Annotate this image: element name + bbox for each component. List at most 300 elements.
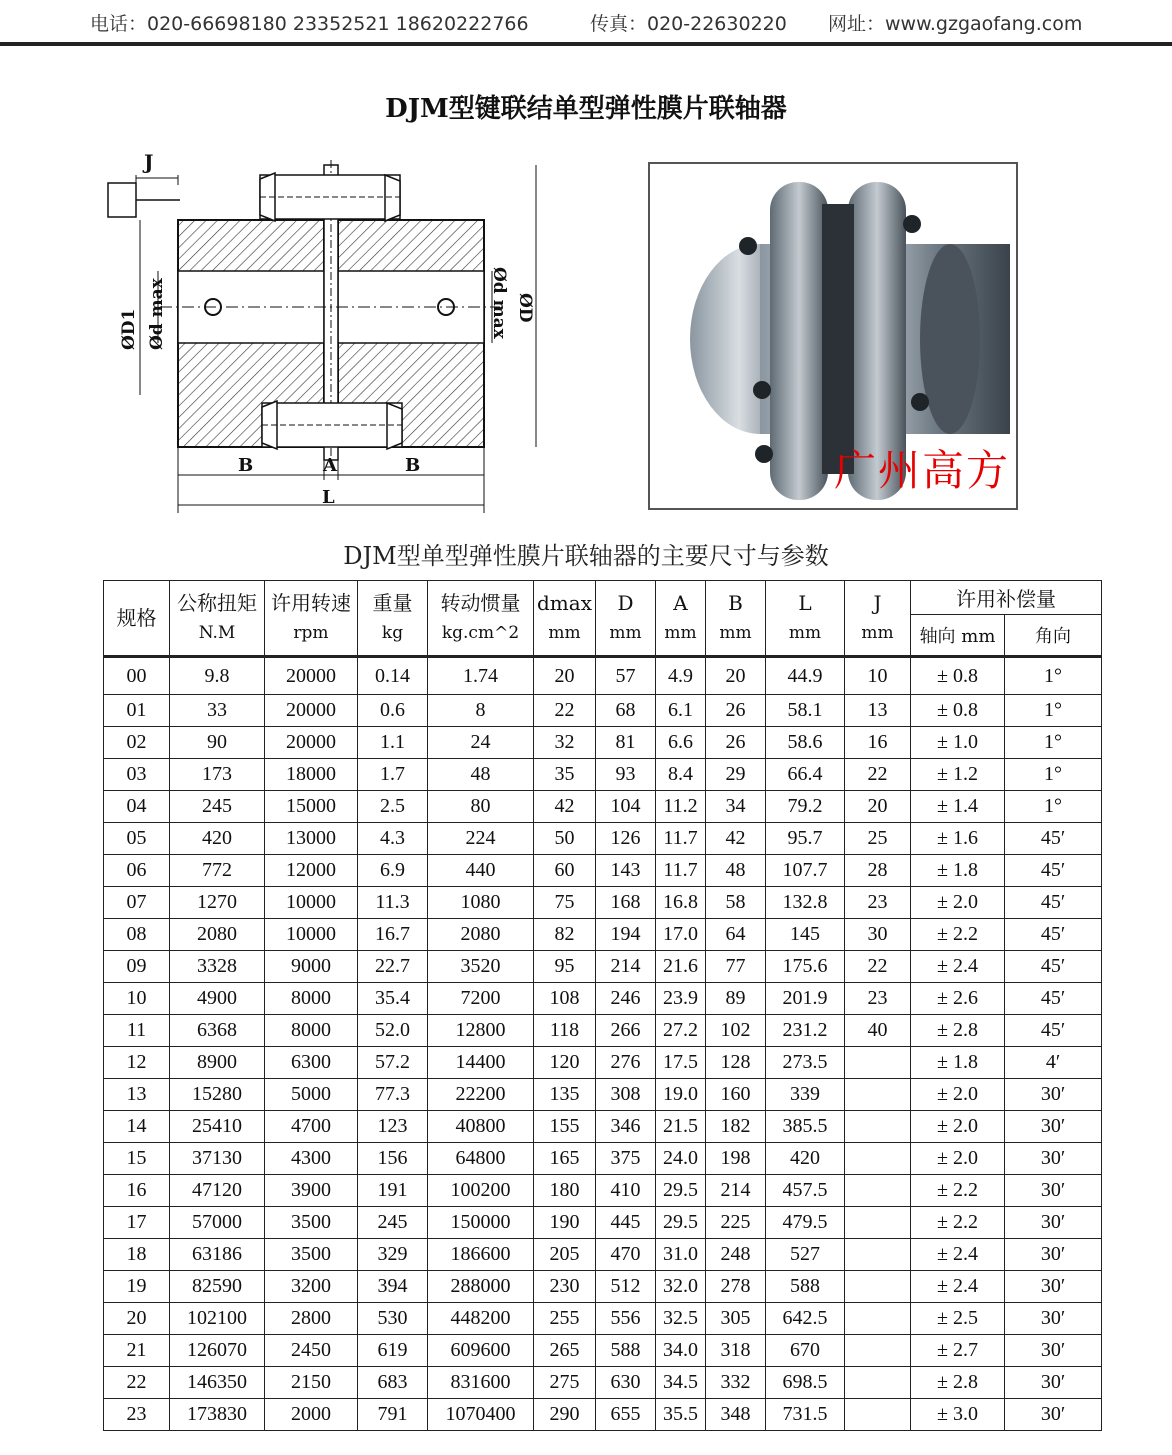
table-cell: 1° — [1005, 657, 1102, 695]
table-cell: 1.1 — [358, 727, 428, 759]
table-cell: 201.9 — [766, 983, 845, 1015]
table-cell: ± 2.0 — [911, 1079, 1005, 1111]
table-cell: 81 — [596, 727, 656, 759]
table-cell: 126070 — [170, 1335, 265, 1367]
table-cell: 16.7 — [358, 919, 428, 951]
table-cell: 102 — [706, 1015, 766, 1047]
table-cell: 35.4 — [358, 983, 428, 1015]
table-cell: 479.5 — [766, 1207, 845, 1239]
table-cell: 8000 — [265, 983, 358, 1015]
table-cell: 21.5 — [656, 1111, 706, 1143]
table-cell: 9000 — [265, 951, 358, 983]
table-cell: 11.3 — [358, 887, 428, 919]
col-dmax-unit: mm — [548, 623, 581, 643]
table-cell — [845, 1303, 911, 1335]
col-weight-unit: kg — [381, 623, 404, 643]
contact-bar — [0, 0, 1172, 46]
col-inertia-label: 转动惯量 — [440, 591, 521, 615]
table-cell: 420 — [170, 823, 265, 855]
table-cell: 11.2 — [656, 791, 706, 823]
table-cell: ± 2.2 — [911, 1175, 1005, 1207]
table-cell: 4300 — [265, 1143, 358, 1175]
table-row — [104, 1015, 1102, 1047]
table-cell: 2150 — [265, 1367, 358, 1399]
table-cell: 198 — [706, 1143, 766, 1175]
table-cell: 266 — [596, 1015, 656, 1047]
table-cell: ± 0.8 — [911, 695, 1005, 727]
table-cell: 75 — [534, 887, 596, 919]
table-cell: 57.2 — [358, 1047, 428, 1079]
table-cell: 26 — [706, 727, 766, 759]
table-cell: 82590 — [170, 1271, 265, 1303]
col-l-unit: mm — [788, 623, 822, 643]
col-d-header — [596, 581, 656, 657]
table-cell: ± 2.4 — [911, 1239, 1005, 1271]
header-rule — [0, 42, 1172, 46]
table-cell: ± 3.0 — [911, 1399, 1005, 1431]
table-cell: 186600 — [428, 1239, 534, 1271]
table-cell: 42 — [534, 791, 596, 823]
table-cell: 135 — [534, 1079, 596, 1111]
table-cell: 25 — [845, 823, 911, 855]
table-cell: 23.9 — [656, 983, 706, 1015]
col-l-label: L — [798, 591, 812, 615]
table-cell: 1.74 — [428, 657, 534, 695]
table-cell: 77.3 — [358, 1079, 428, 1111]
table-cell — [845, 1207, 911, 1239]
table-cell: 772 — [170, 855, 265, 887]
table-cell: 4.3 — [358, 823, 428, 855]
table-cell: 190 — [534, 1207, 596, 1239]
table-cell: 791 — [358, 1399, 428, 1431]
table-cell: 31.0 — [656, 1239, 706, 1271]
table-cell: 30′ — [1005, 1303, 1102, 1335]
col-b-label: B — [728, 591, 743, 615]
table-cell: 52.0 — [358, 1015, 428, 1047]
table-cell: ± 2.4 — [911, 1271, 1005, 1303]
table-cell: ± 2.4 — [911, 951, 1005, 983]
table-cell: 11.7 — [656, 855, 706, 887]
table-cell: 12000 — [265, 855, 358, 887]
table-cell: 1070400 — [428, 1399, 534, 1431]
page-title: DJM型键联结单型弹性膜片联轴器 — [385, 94, 787, 124]
table-cell: 214 — [706, 1175, 766, 1207]
table-cell: 231.2 — [766, 1015, 845, 1047]
table-cell: 00 — [104, 657, 170, 695]
table-cell: 20 — [845, 791, 911, 823]
table-cell: 10 — [104, 983, 170, 1015]
table-cell: 6.9 — [358, 855, 428, 887]
label-b-left: B — [238, 455, 254, 476]
col-weight-label: 重量 — [372, 591, 413, 615]
table-cell: 02 — [104, 727, 170, 759]
table-cell: 21 — [104, 1335, 170, 1367]
table-cell: 609600 — [428, 1335, 534, 1367]
table-cell: 35 — [534, 759, 596, 791]
table-cell: 20000 — [265, 727, 358, 759]
table-cell: 89 — [706, 983, 766, 1015]
table-row — [104, 727, 1102, 759]
table-cell: 30′ — [1005, 1335, 1102, 1367]
table-cell: 23 — [845, 887, 911, 919]
table-cell: ± 1.0 — [911, 727, 1005, 759]
col-inertia-unit: kg.cm^2 — [441, 623, 520, 643]
spec-table-body — [104, 657, 1102, 1431]
table-cell: 10 — [845, 657, 911, 695]
table-cell: 175.6 — [766, 951, 845, 983]
table-cell: 348 — [706, 1399, 766, 1431]
table-cell: 2080 — [170, 919, 265, 951]
table-cell: 3520 — [428, 951, 534, 983]
table-cell: 1270 — [170, 887, 265, 919]
table-cell: 22 — [845, 951, 911, 983]
table-cell: 06 — [104, 855, 170, 887]
table-cell: 77 — [706, 951, 766, 983]
label-dmax-right: Ød max — [489, 267, 509, 339]
table-cell: 3500 — [265, 1207, 358, 1239]
col-torque-header — [170, 581, 265, 657]
table-cell: 6368 — [170, 1015, 265, 1047]
table-cell: 642.5 — [766, 1303, 845, 1335]
table-cell: 03 — [104, 759, 170, 791]
label-d1: ØD1 — [119, 308, 139, 350]
table-cell: 45′ — [1005, 855, 1102, 887]
table-cell: 48 — [706, 855, 766, 887]
table-cell: 230 — [534, 1271, 596, 1303]
table-row — [104, 1175, 1102, 1207]
table-cell: 118 — [534, 1015, 596, 1047]
table-cell: 173 — [170, 759, 265, 791]
table-cell — [845, 1367, 911, 1399]
col-b-header — [706, 581, 766, 657]
table-cell: 19.0 — [656, 1079, 706, 1111]
table-cell: 45′ — [1005, 919, 1102, 951]
table-cell: 104 — [596, 791, 656, 823]
table-cell: 63186 — [170, 1239, 265, 1271]
table-cell: 18 — [104, 1239, 170, 1271]
table-cell: 10000 — [265, 887, 358, 919]
table-cell: 182 — [706, 1111, 766, 1143]
table-cell: 22 — [534, 695, 596, 727]
col-spec-header: 规格 — [104, 581, 170, 657]
label-d: ØD — [515, 293, 535, 323]
table-cell: 155 — [534, 1111, 596, 1143]
table-cell: 214 — [596, 951, 656, 983]
table-cell — [845, 1079, 911, 1111]
table-cell: 339 — [766, 1079, 845, 1111]
table-cell: 150000 — [428, 1207, 534, 1239]
col-dmax-label: dmax — [537, 591, 592, 615]
table-cell: 17 — [104, 1207, 170, 1239]
table-cell: 58 — [706, 887, 766, 919]
table-cell: 15000 — [265, 791, 358, 823]
fax-text: 传真：020-22630220 — [590, 13, 787, 35]
table-cell: 29.5 — [656, 1175, 706, 1207]
table-cell: 2080 — [428, 919, 534, 951]
table-cell: ± 2.5 — [911, 1303, 1005, 1335]
table-cell: 831600 — [428, 1367, 534, 1399]
table-cell: 20000 — [265, 695, 358, 727]
table-cell: 20000 — [265, 657, 358, 695]
table-cell: 655 — [596, 1399, 656, 1431]
table-cell: 20 — [706, 657, 766, 695]
table-cell: 156 — [358, 1143, 428, 1175]
col-a-unit: mm — [664, 623, 697, 643]
photo-watermark: 广州高方 — [833, 446, 1010, 495]
spec-table — [103, 580, 1102, 1431]
table-cell: 34.0 — [656, 1335, 706, 1367]
col-inertia-header — [428, 581, 534, 657]
table-cell: 180 — [534, 1175, 596, 1207]
table-cell: 79.2 — [766, 791, 845, 823]
table-cell: 588 — [596, 1335, 656, 1367]
col-j-label: J — [873, 591, 882, 615]
table-cell: 4.9 — [656, 657, 706, 695]
table-cell: 375 — [596, 1143, 656, 1175]
label-a: A — [323, 455, 337, 476]
table-cell: 80 — [428, 791, 534, 823]
table-cell — [845, 1399, 911, 1431]
table-cell: 23 — [104, 1399, 170, 1431]
table-cell: 248 — [706, 1239, 766, 1271]
table-cell — [845, 1111, 911, 1143]
table-cell: 48 — [428, 759, 534, 791]
table-cell: 27.2 — [656, 1015, 706, 1047]
table-cell: 120 — [534, 1047, 596, 1079]
table-cell: 308 — [596, 1079, 656, 1111]
table-cell: 95 — [534, 951, 596, 983]
table-cell: 64 — [706, 919, 766, 951]
table-cell: 731.5 — [766, 1399, 845, 1431]
table-cell: 58.1 — [766, 695, 845, 727]
table-cell: 40 — [845, 1015, 911, 1047]
table-cell: 1° — [1005, 759, 1102, 791]
table-cell: 276 — [596, 1047, 656, 1079]
phone-text: 电话：020-66698180 23352521 18620222766 — [90, 13, 529, 35]
table-cell: 512 — [596, 1271, 656, 1303]
table-cell: ± 1.4 — [911, 791, 1005, 823]
table-cell: 7200 — [428, 983, 534, 1015]
table-cell: 440 — [428, 855, 534, 887]
table-cell: 3900 — [265, 1175, 358, 1207]
table-row — [104, 1399, 1102, 1431]
table-cell: 66.4 — [766, 759, 845, 791]
table-row — [104, 1047, 1102, 1079]
table-cell: 14 — [104, 1111, 170, 1143]
col-torque-unit: N.M — [198, 623, 236, 643]
table-cell: 8 — [428, 695, 534, 727]
table-cell — [845, 1271, 911, 1303]
table-cell: 45′ — [1005, 887, 1102, 919]
table-cell: 273.5 — [766, 1047, 845, 1079]
table-cell: 24 — [428, 727, 534, 759]
table-cell: 18000 — [265, 759, 358, 791]
table-cell: ± 2.6 — [911, 983, 1005, 1015]
table-cell: 30′ — [1005, 1111, 1102, 1143]
table-cell: 556 — [596, 1303, 656, 1335]
table-row — [104, 951, 1102, 983]
table-cell: 132.8 — [766, 887, 845, 919]
table-cell: 8.4 — [656, 759, 706, 791]
table-cell: ± 2.2 — [911, 919, 1005, 951]
table-cell: 14400 — [428, 1047, 534, 1079]
table-cell: 16 — [104, 1175, 170, 1207]
table-cell — [845, 1047, 911, 1079]
table-cell: 22.7 — [358, 951, 428, 983]
label-b-right: B — [405, 455, 421, 476]
table-cell: 90 — [170, 727, 265, 759]
table-cell: 290 — [534, 1399, 596, 1431]
table-cell: 3200 — [265, 1271, 358, 1303]
table-cell: 445 — [596, 1207, 656, 1239]
table-cell: 17.0 — [656, 919, 706, 951]
table-cell: 21.6 — [656, 951, 706, 983]
table-cell: 04 — [104, 791, 170, 823]
table-cell: 683 — [358, 1367, 428, 1399]
table-row — [104, 657, 1102, 695]
table-cell: ± 2.0 — [911, 1111, 1005, 1143]
table-cell: 12800 — [428, 1015, 534, 1047]
table-cell: 245 — [358, 1207, 428, 1239]
table-row — [104, 823, 1102, 855]
table-cell: 30′ — [1005, 1239, 1102, 1271]
col-axial-header: 轴向 mm — [911, 615, 1005, 657]
table-cell: 1.7 — [358, 759, 428, 791]
table-cell: 24.0 — [656, 1143, 706, 1175]
table-cell: 107.7 — [766, 855, 845, 887]
table-cell: ± 2.2 — [911, 1207, 1005, 1239]
table-cell: 33 — [170, 695, 265, 727]
table-cell: 143 — [596, 855, 656, 887]
table-cell: 165 — [534, 1143, 596, 1175]
table-cell: 470 — [596, 1239, 656, 1271]
table-cell: ± 1.6 — [911, 823, 1005, 855]
table-cell: 30′ — [1005, 1143, 1102, 1175]
table-cell: 224 — [428, 823, 534, 855]
table-cell: 3328 — [170, 951, 265, 983]
table-cell: 332 — [706, 1367, 766, 1399]
table-cell: 93 — [596, 759, 656, 791]
table-cell: 47120 — [170, 1175, 265, 1207]
table-cell: 32 — [534, 727, 596, 759]
table-cell: 30′ — [1005, 1175, 1102, 1207]
table-cell: 318 — [706, 1335, 766, 1367]
label-l: L — [322, 487, 335, 508]
table-cell: 34 — [706, 791, 766, 823]
table-cell: 146350 — [170, 1367, 265, 1399]
table-cell: 3500 — [265, 1239, 358, 1271]
table-cell: 11 — [104, 1015, 170, 1047]
table-cell: 13 — [104, 1079, 170, 1111]
table-cell: 68 — [596, 695, 656, 727]
table-cell — [845, 1143, 911, 1175]
table-cell: 32.0 — [656, 1271, 706, 1303]
table-cell: 0.6 — [358, 695, 428, 727]
table-cell: 100200 — [428, 1175, 534, 1207]
product-photo — [648, 162, 1018, 510]
table-cell: 30′ — [1005, 1399, 1102, 1431]
table-row — [104, 1079, 1102, 1111]
table-cell: 23 — [845, 983, 911, 1015]
table-cell: 45′ — [1005, 1015, 1102, 1047]
table-cell: ± 1.2 — [911, 759, 1005, 791]
website-text: 网址：www.gzgaofang.com — [828, 13, 1083, 35]
table-cell: 32.5 — [656, 1303, 706, 1335]
table-cell: 37130 — [170, 1143, 265, 1175]
table-cell: 6.6 — [656, 727, 706, 759]
table-cell: 6.1 — [656, 695, 706, 727]
table-cell: 20 — [534, 657, 596, 695]
table-cell: 22200 — [428, 1079, 534, 1111]
table-cell: 448200 — [428, 1303, 534, 1335]
table-row — [104, 1207, 1102, 1239]
table-cell: 1° — [1005, 695, 1102, 727]
table-cell: 30′ — [1005, 1207, 1102, 1239]
table-row — [104, 887, 1102, 919]
table-cell: 30 — [845, 919, 911, 951]
table-cell: 346 — [596, 1111, 656, 1143]
table-cell: 13 — [845, 695, 911, 727]
table-cell: 205 — [534, 1239, 596, 1271]
table-cell: 30′ — [1005, 1079, 1102, 1111]
table-cell: 4700 — [265, 1111, 358, 1143]
table-cell: 2800 — [265, 1303, 358, 1335]
table-cell: 128 — [706, 1047, 766, 1079]
col-b-unit: mm — [719, 623, 752, 643]
table-cell: 102100 — [170, 1303, 265, 1335]
table-cell: 8000 — [265, 1015, 358, 1047]
table-cell: 26 — [706, 695, 766, 727]
table-cell: 58.6 — [766, 727, 845, 759]
table-cell: 22 — [104, 1367, 170, 1399]
table-cell: 305 — [706, 1303, 766, 1335]
table-cell: 20 — [104, 1303, 170, 1335]
table-cell: 82 — [534, 919, 596, 951]
table-cell: ± 2.0 — [911, 887, 1005, 919]
table-cell: 30′ — [1005, 1271, 1102, 1303]
table-row — [104, 1335, 1102, 1367]
col-j-unit: mm — [861, 623, 894, 643]
table-cell: 4900 — [170, 983, 265, 1015]
table-cell: 329 — [358, 1239, 428, 1271]
table-cell: 15 — [104, 1143, 170, 1175]
table-cell: 108 — [534, 983, 596, 1015]
table-cell: 01 — [104, 695, 170, 727]
table-cell: 385.5 — [766, 1111, 845, 1143]
table-cell: ± 2.7 — [911, 1335, 1005, 1367]
table-row — [104, 1271, 1102, 1303]
table-cell: 126 — [596, 823, 656, 855]
table-cell: 4′ — [1005, 1047, 1102, 1079]
table-cell: 410 — [596, 1175, 656, 1207]
col-d-unit: mm — [609, 623, 642, 643]
table-row — [104, 1367, 1102, 1399]
table-cell: 64800 — [428, 1143, 534, 1175]
table-cell: 16.8 — [656, 887, 706, 919]
table-cell: ± 1.8 — [911, 1047, 1005, 1079]
col-dmax-header — [534, 581, 596, 657]
table-cell: 225 — [706, 1207, 766, 1239]
table-cell: 45′ — [1005, 983, 1102, 1015]
table-cell: 35.5 — [656, 1399, 706, 1431]
table-cell: 16 — [845, 727, 911, 759]
coupling-technical-drawing — [100, 145, 555, 520]
table-cell: 0.14 — [358, 657, 428, 695]
table-cell: 19 — [104, 1271, 170, 1303]
table-cell: 10000 — [265, 919, 358, 951]
table-cell: 255 — [534, 1303, 596, 1335]
table-cell: 12 — [104, 1047, 170, 1079]
